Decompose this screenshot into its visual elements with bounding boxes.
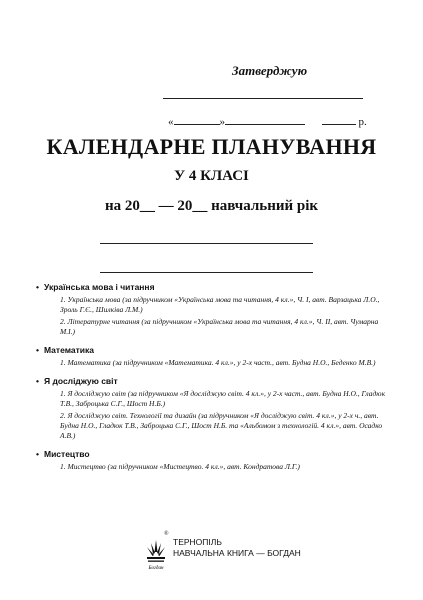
list-item: 2. Літературне читання (за підручником «Українська мова та читання, 4 кл.», Ч. ІІ, авт. Чумарна М.І.) [60,317,379,336]
approval-label: Затверджую [232,63,308,78]
bullet-icon: • [36,345,39,355]
publisher-logo-icon [143,536,169,572]
date-month-blank [225,124,305,125]
date-year-blank [322,124,356,125]
date-quote-open: « [168,116,174,128]
section [36,345,386,368]
date-year-suffix: р. [358,116,367,128]
bullet-icon: • [36,282,39,292]
list-item: 1. Українська мова (за підручником «Українська мова та читання, 4 кл.», Ч. І, авт. Варзацька Л.О., Зроль Г.Є., Шилківа Л.М.) [60,295,380,314]
bullet-icon: • [36,449,39,459]
section-title: • Українська мова і читання [36,282,155,292]
svg-text:Богдан: Богдан [148,566,164,571]
date-day-blank [174,124,220,125]
section-title: • Математика [36,345,94,355]
list-item: 2. Я досліджую світ. Технології та дизайн (за підручником «Я досліджую світ. 4 кл.», у 2-х ч., авт. Будна Н.О., Гладюк Т.В., Заброцька С.Г., Шост Н.Б. та «Альбомом з технологій. 4 кл.», авт. Осадко А.В.) [60,411,383,440]
academic-year-line: на 20__ — 20__ навчальний рік [104,198,319,214]
subjects-list [36,282,386,480]
list-item: 1. Мистецтво (за підручником «Мистецтво. 4 кл.», авт. Кондратова Л.Г.) [60,462,300,471]
teacher-name-line [100,243,313,244]
page-subtitle: У 4 КЛАСІ [174,168,249,184]
list-item: 1. Математика (за підручником «Математика. 4 кл.», у 2-х част., авт. Будна Н.О., Беденко М.В.) [60,358,376,367]
section [36,282,386,337]
registered-mark: ® [164,531,169,537]
bullet-icon: • [36,376,39,386]
approval-date-row [168,116,367,128]
section-title: • Мистецтво [36,449,90,459]
section [36,449,386,472]
publisher-city: ТЕРНОПІЛЬ [173,537,222,547]
section [36,376,386,441]
page-title: КАЛЕНДАРНЕ ПЛАНУВАННЯ [46,134,377,159]
approval-signature-line [163,98,363,99]
school-name-line [100,272,313,273]
publisher-name: НАВЧАЛЬНА КНИГА — БОГДАН [173,548,301,558]
publisher-info [173,537,301,559]
section-title: • Я досліджую світ [36,376,118,386]
list-item: 1. Я досліджую світ (за підручником «Я досліджую світ. 4 кл.», у 2-х част., авт. Будна Н.О., Гладюк Т.В., Заброцька С.Г., Шост Н.Б.) [60,389,386,408]
date-quote-close: » [219,116,225,128]
